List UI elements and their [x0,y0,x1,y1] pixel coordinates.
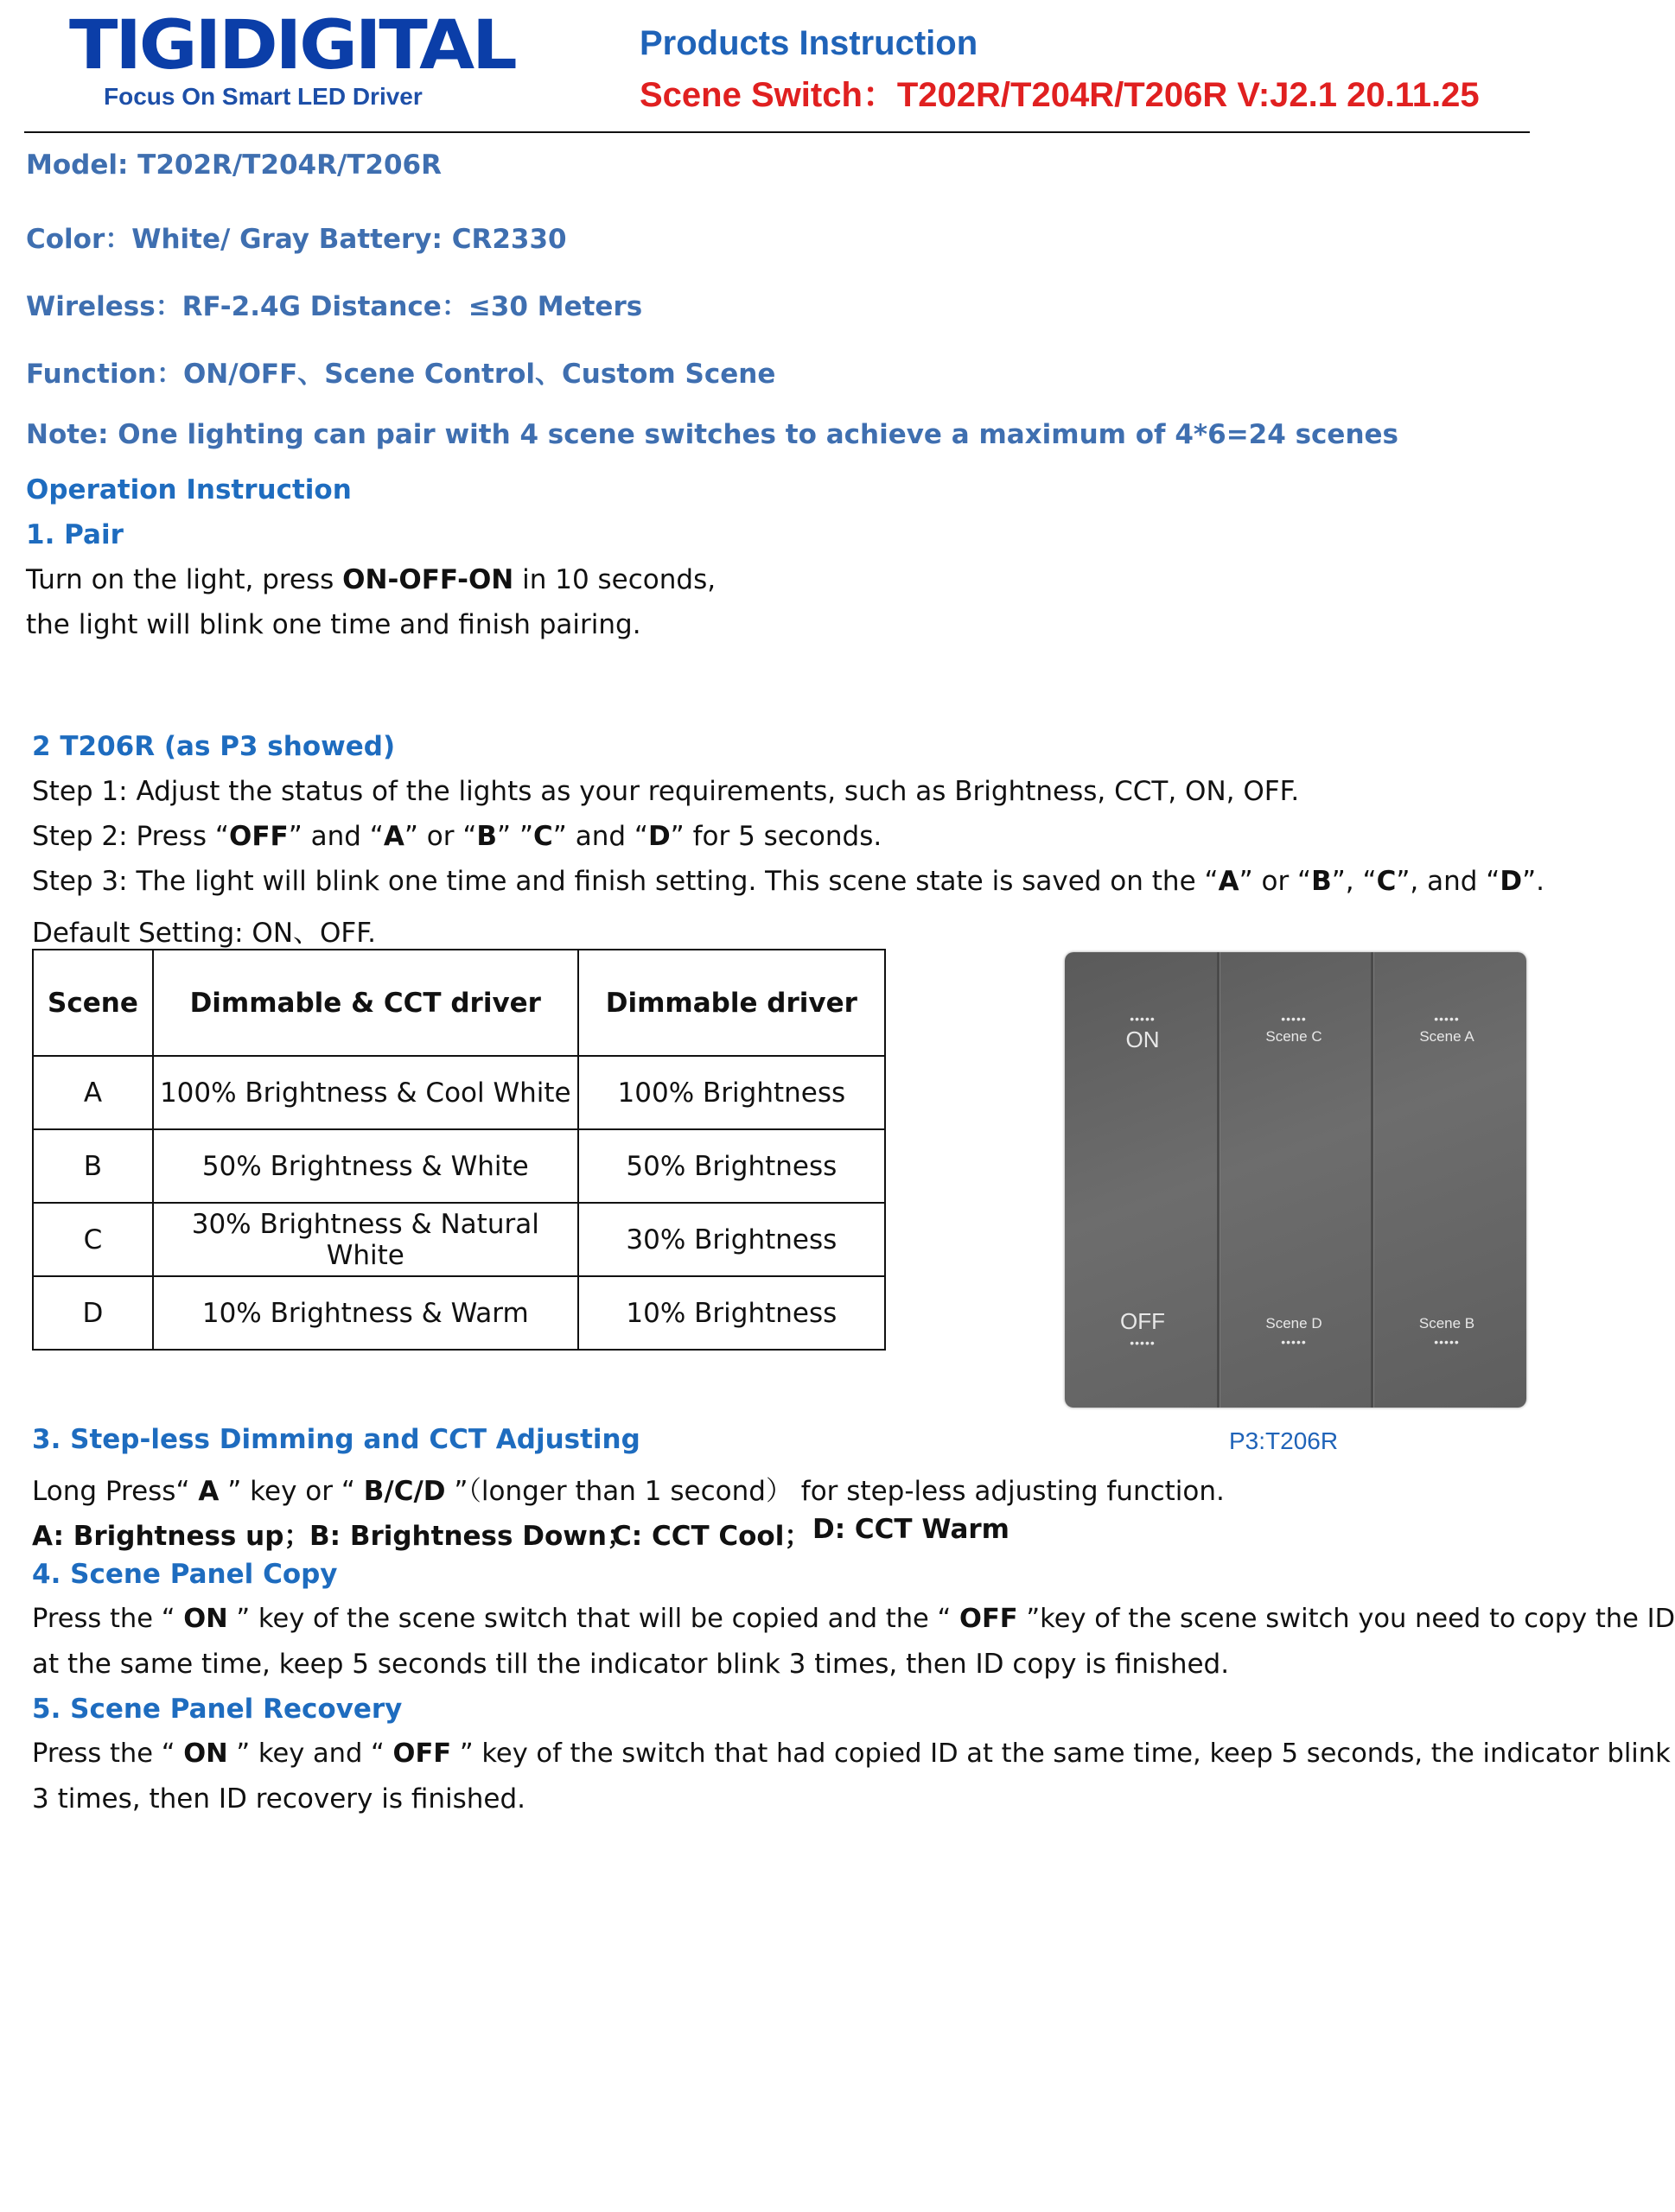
table-row [33,1056,885,1129]
stepless-key-d: D: CCT Warm [812,1514,1009,1545]
table-row [33,1129,885,1203]
pair-line-2: the light will blink one time and finish pairing. [26,609,641,640]
copy-line-2: at the same time, keep 5 seconds till the indicator blink 3 times, then ID copy is finished. [32,1649,1230,1680]
spec-function: Function：ON/OFF、Scene Control、Custom Scene [26,359,776,390]
stepless-line-1: Long Press“ A ” key or “ B/C/D ”（longer than 1 second） for step-less adjusting function. [32,1476,1225,1507]
table-cell: 30% Brightness [578,1203,885,1276]
pair-heading: 1. Pair [26,519,124,550]
step-3: Step 3: The light will blink one time and finish setting. This scene state is saved on the “A” or “B”, “C”, and “D”. [32,866,1545,897]
table-header: Dimmable driver [578,950,885,1056]
recovery-heading: 5. Scene Panel Recovery [32,1694,403,1725]
spec-wireless: Wireless：RF-2.4G Distance：≤30 Meters [26,291,643,322]
scene-a-key-label: ••••• Scene A [1395,1013,1499,1046]
stepless-key-a: A: Brightness up； [32,1521,311,1552]
document-title: Products Instruction [640,24,978,62]
table-cell: C [33,1203,153,1276]
indicator-dots: ••••• [1434,1012,1460,1026]
table-header: Scene [33,950,153,1056]
panel-divider [1371,952,1373,1408]
indicator-dots: ••••• [1130,1336,1156,1350]
document-subtitle: Scene Switch：T202R/T204R/T206R V:J2.1 20.11.25 [640,76,1480,114]
table-row [33,1276,885,1350]
recovery-line-2: 3 times, then ID recovery is finished. [32,1783,526,1815]
scene-table [32,949,886,1351]
off-key-label: OFF ••••• [1099,1308,1186,1349]
copy-line-1: Press the “ ON ” key of the scene switch that will be copied and the “ OFF ”key of the scene switch you need to copy the ID [32,1604,1675,1634]
table-row [33,1203,885,1276]
scene-c-key-label: ••••• Scene C [1242,1013,1346,1046]
table-cell: B [33,1129,153,1203]
table-header: Dimmable & CCT driver [153,950,578,1056]
scene-d-key-label: Scene D ••••• [1242,1315,1346,1348]
table-cell: A [33,1056,153,1129]
brand-logo [69,7,515,85]
spec-note: Note: One lighting can pair with 4 scene switches to achieve a maximum of 4*6=24 scenes [26,419,1398,450]
brand-tagline: Focus On Smart LED Driver [104,83,423,110]
t206r-heading: 2 T206R (as P3 showed) [32,731,396,762]
scene-b-key-label: Scene B ••••• [1395,1315,1499,1348]
indicator-dots: ••••• [1130,1012,1156,1026]
indicator-dots: ••••• [1434,1335,1460,1349]
table-cell: 100% Brightness [578,1056,885,1129]
table-cell: 50% Brightness & White [153,1129,578,1203]
table-cell: 10% Brightness & Warm [153,1276,578,1350]
table-cell: 100% Brightness & Cool White [153,1056,578,1129]
stepless-key-c: C: CCT Cool； [612,1521,812,1552]
step-2: Step 2: Press “OFF” and “A” or “B” ”C” and “D” for 5 seconds. [32,821,882,852]
logo-text: TIGIDIGITAL [69,7,515,85]
table-cell: 10% Brightness [578,1276,885,1350]
copy-heading: 4. Scene Panel Copy [32,1559,338,1590]
stepless-key-b: B: Brightness Down； [309,1521,634,1552]
stepless-heading: 3. Step-less Dimming and CCT Adjusting [32,1424,640,1455]
spec-color: Color：White/ Gray Battery: CR2330 [26,224,567,255]
scene-switch-panel-image [1065,952,1526,1408]
table-cell: 50% Brightness [578,1129,885,1203]
operation-heading: Operation Instruction [26,474,352,505]
panel-divider [1217,952,1220,1408]
on-key-label: ••••• ON [1099,1013,1186,1053]
table-cell: D [33,1276,153,1350]
recovery-line-1: Press the “ ON ” key and “ OFF ” key of the switch that had copied ID at the same time, keep 5 seconds, the indicator blink [32,1738,1671,1769]
step-1: Step 1: Adjust the status of the lights as your requirements, such as Brightness, CCT, ON, OFF. [32,776,1300,807]
pair-line-1: Turn on the light, press ON-OFF-ON in 10 seconds, [26,564,716,595]
spec-model: Model: T202R/T204R/T206R [26,149,442,181]
indicator-dots: ••••• [1281,1012,1307,1026]
table-header-row [33,950,885,1056]
panel-caption: P3:T206R [1229,1427,1339,1454]
header-divider [24,131,1530,133]
default-setting: Default Setting: ON、OFF. [32,918,376,949]
table-cell: 30% Brightness & Natural White [153,1203,578,1276]
indicator-dots: ••••• [1281,1335,1307,1349]
